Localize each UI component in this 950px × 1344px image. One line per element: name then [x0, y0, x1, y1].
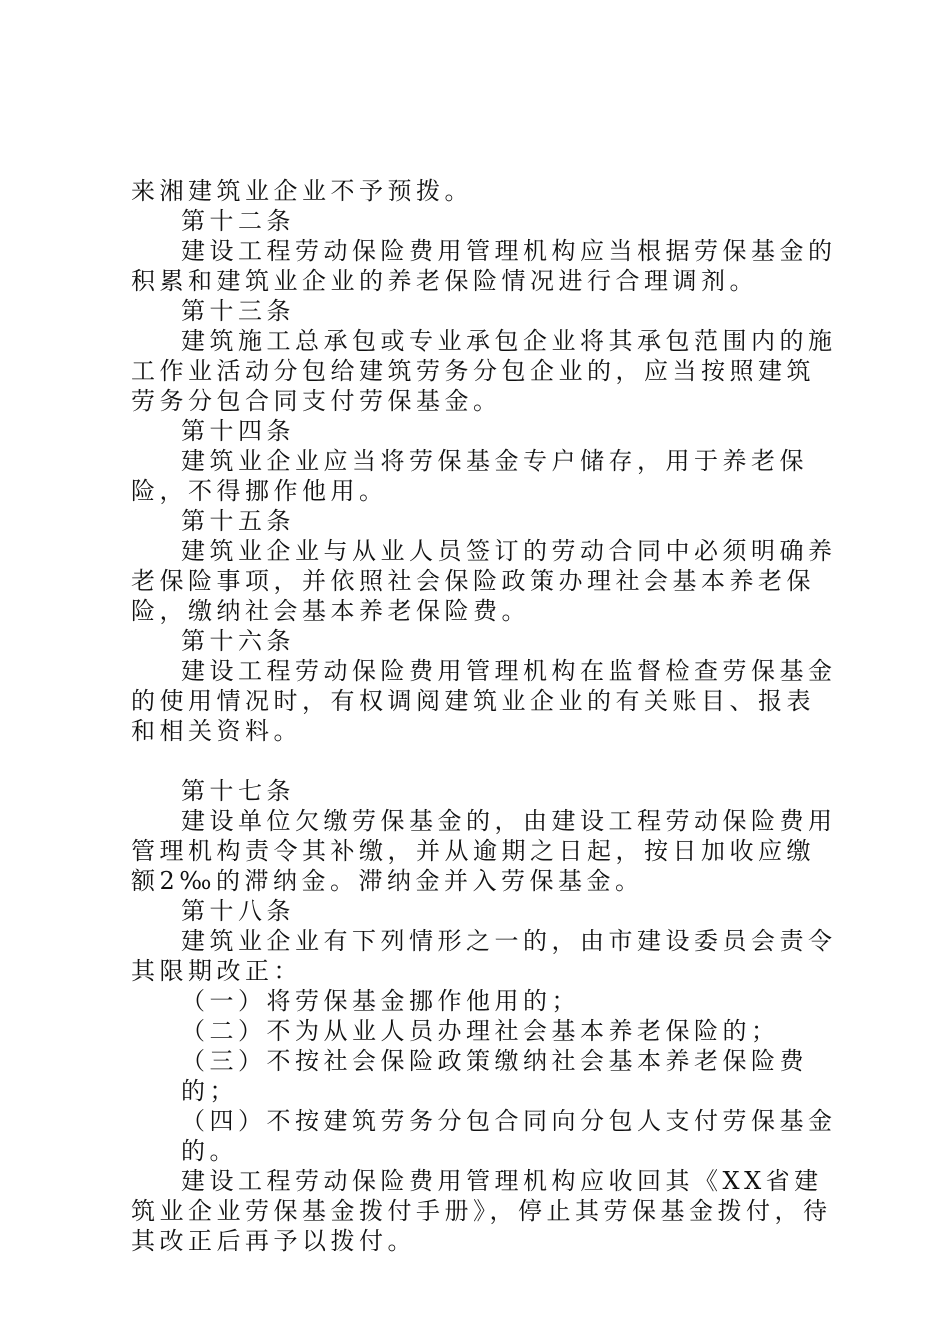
article-body-14: 建筑业企业应当将劳保基金专户储存，用于养老保险，不得挪作他用。 — [131, 447, 808, 505]
article-body-18-closing: 建设工程劳动保险费用管理机构应收回其《XX省建筑业企业劳保基金拨付手册》，停止其劳保基金拨付，待其改正后再予以拨付。 — [131, 1167, 832, 1255]
article-body-13: 建筑施工总承包或专业承包企业将其承包范围内的施工作业活动分包给建筑劳务分包企业的，应当按照建筑劳务分包合同支付劳保基金。 — [131, 327, 837, 415]
article-body-15: 建筑业企业与从业人员签订的劳动合同中必须明确养老保险事项，并依照社会保险政策办理社会基本养老保险，缴纳社会基本养老保险费。 — [131, 537, 837, 625]
list-item-1: （一）将劳保基金挪作他用的； — [181, 987, 580, 1015]
article-heading-12: 第十二条 — [181, 207, 295, 235]
article-body-12: 建设工程劳动保险费用管理机构应当根据劳保基金的积累和建筑业企业的养老保险情况进行合理调剂。 — [131, 237, 837, 295]
list-item-3: （三）不按社会保险政策缴纳社会基本养老保险费的； — [181, 1047, 808, 1105]
list-item-4: （四）不按建筑劳务分包合同向分包人支付劳保基金的。 — [181, 1107, 837, 1165]
document-body — [131, 176, 837, 1256]
article-heading-15: 第十五条 — [181, 507, 295, 535]
article-heading-14: 第十四条 — [181, 417, 295, 445]
article-heading-17: 第十七条 — [181, 777, 295, 805]
paragraph-continuation: 来湘建筑业企业不予预拨。 — [131, 177, 473, 205]
article-body-16: 建设工程劳动保险费用管理机构在监督检查劳保基金的使用情况时，有权调阅建筑业企业的有关账目、报表和相关资料。 — [131, 657, 837, 745]
article-heading-18: 第十八条 — [181, 897, 295, 925]
article-heading-16: 第十六条 — [181, 627, 295, 655]
blank-line — [131, 746, 837, 776]
article-body-17: 建设单位欠缴劳保基金的，由建设工程劳动保险费用管理机构责令其补缴，并从逾期之日起，按日加收应缴额2‰的滞纳金。滞纳金并入劳保基金。 — [131, 807, 837, 895]
article-heading-13: 第十三条 — [181, 297, 295, 325]
list-item-2: （二）不为从业人员办理社会基本养老保险的； — [181, 1017, 780, 1045]
article-body-18: 建筑业企业有下列情形之一的，由市建设委员会责令其限期改正： — [131, 927, 837, 985]
